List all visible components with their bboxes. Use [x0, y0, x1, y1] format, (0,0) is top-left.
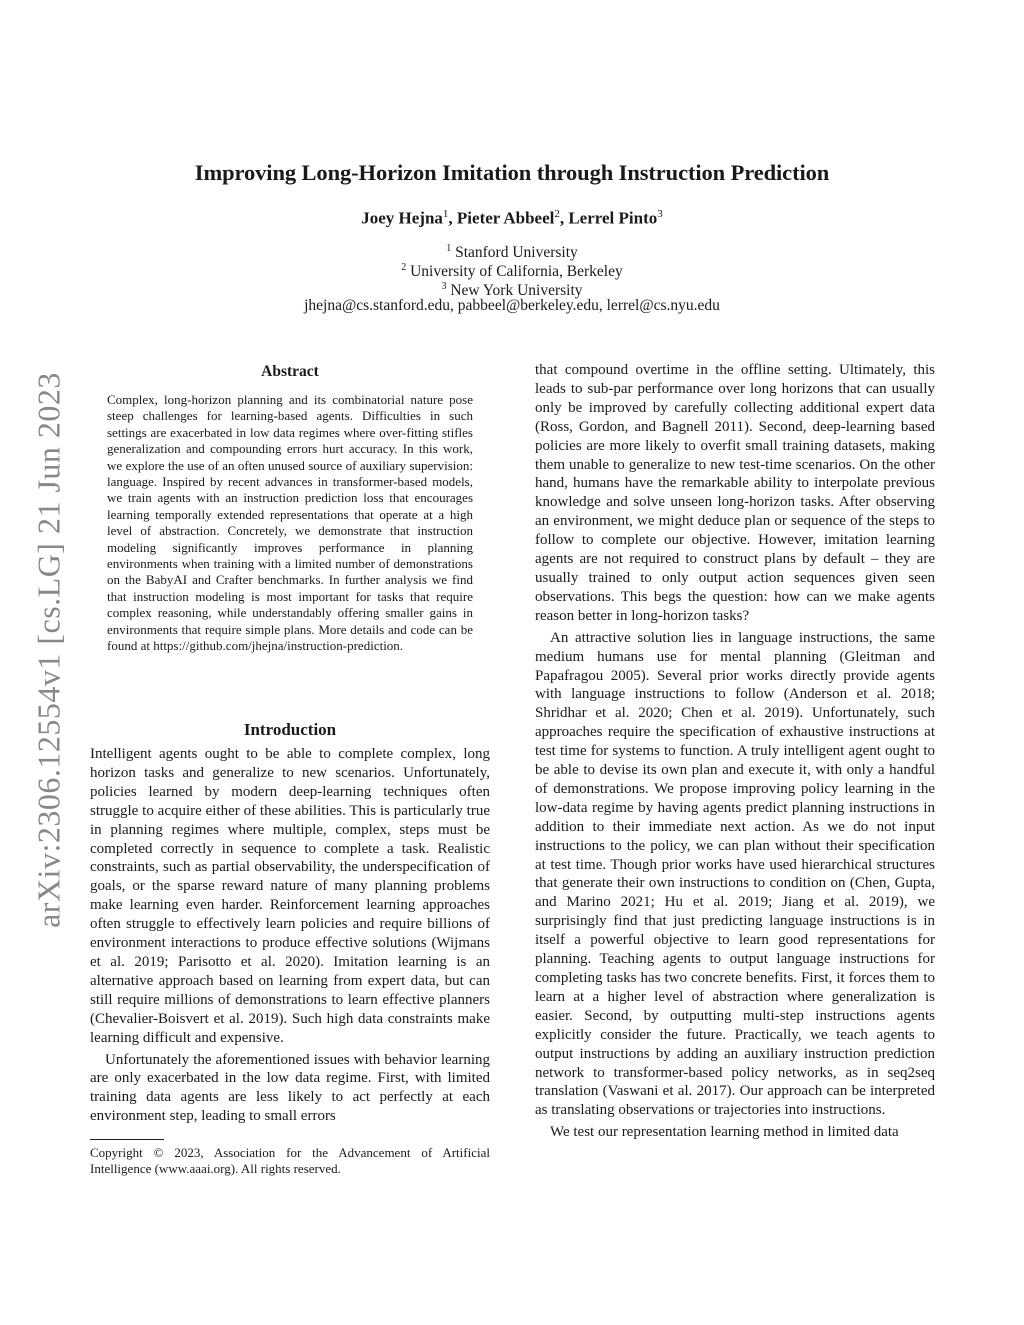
abstract-text: Complex, long-horizon planning and its combinatorial nature pose steep challenges for learning-based agents. Difficulties in such settings are exacerbated in low data regimes where over-fitting stifles generalization and compounding errors hurt accuracy. In this work, we explore the use of an often unused source of auxiliary supervision: language. Inspired by recent advances in transformer-based models, we train agents with an instruction prediction loss that encourages learning temporally extended representations that operate at a high level of abstraction. Concretely, we demonstrate that instruction modeling significantly improves performance in planning environments when training with a limited number of demonstrations on the BabyAI and Crafter benchmarks. In further analysis we find that instruction modeling is most important for tasks that require complex reasoning, while understandably offering smaller gains in environments that require simple plans. More details and code can be found at https://github.com/jhejna/instruction-prediction. [107, 392, 473, 654]
author-separator: , [559, 208, 569, 228]
affiliation-name: New York University [450, 282, 583, 300]
introduction-heading: Introduction [243, 720, 337, 739]
author-affil-mark: 1 [442, 208, 449, 220]
footnote-rule [90, 1139, 164, 1140]
affil-mark: 3 [441, 281, 447, 292]
body-paragraph: Intelligent agents ought to be able to complete complex, long horizon tasks and generalize to new scenarios. Unfortunately, policies learned by modern deep-learning techniques often struggle to acquire either of these abilities. This is particularly true in planning regimes where multiple, complex, steps must be completed correctly in sequence to complete a task. Realistic constraints, such as partial observability, the underspecification of goals, or the sparse reward nature of many planning problems make learning even harder. Reinforcement learning approaches often struggle to effectively learn policies and require billions of environment interactions to produce effective solutions (Wijmans et al. 2019; Parisotto et al. 2020). Imitation learning is an alternative approach based on learning from expert data, but can still require millions of demonstrations to learn effective planners (Chevalier-Boisvert et al. 2019). Such high data constraints make learning difficult and expensive. [90, 746, 490, 1046]
author-name: Lerrel Pinto [568, 208, 658, 228]
paper-title: Improving Long-Horizon Imitation through Instruction Prediction [194, 160, 830, 185]
author-separator: , [448, 208, 457, 228]
affil-mark: 2 [401, 262, 407, 273]
author-name: Pieter Abbeel [456, 208, 555, 228]
body-paragraph: An attractive solution lies in language instructions, the same medium humans use for mental planning (Gleitman and Papafragou 2005). Several prior works directly provide agents with language instructions to follow (Anderson et al. 2018; Shridhar et al. 2020; Chen et al. 2019). Unfortunately, such approaches require the specification of exhaustive instructions at test time for systems to function. A truly intelligent agent ought to be able to devise its own plan and execute it, with only a handful of demonstrations. We propose improving policy learning in the low-data regime by having agents predict planning instructions in addition to their immediate next action. As we do not input instructions to the policy, we can plan without their specification at test time. Though prior works have used hierarchical structures that generate their own instructions to condition on (Chen, Gupta, and Marino 2021; Hu et al. 2019; Jiang et al. 2019), we surprisingly find that just predicting language instructions is in itself a powerful objective to learn good representations for planning. Teaching agents to output language instructions for completing tasks has two concrete benefits. First, it forces them to learn at a higher level of abstraction where generalization is easier. Second, by outputting multi-step instructions agents explicitly consider the future. Practically, we teach agents to output instructions by adding an auxiliary instruction prediction network to transformer-based policy networks, as in seq2seq translation (Vaswani et al. 2017). Our approach can be interpreted as translating observations or trajectories into instructions. [535, 629, 935, 1119]
right-column-body [535, 361, 935, 1145]
author-name: Joey Hejna [361, 208, 443, 228]
abstract-heading: Abstract [261, 363, 319, 380]
affiliation-name: University of California, Berkeley [410, 263, 623, 281]
affil-mark: 1 [446, 243, 452, 254]
arxiv-stamp: arXiv:2306.12554v1 [cs.LG] 21 Jun 2023 [30, 372, 67, 928]
left-column-body [90, 745, 490, 1129]
author-list [0, 208, 1024, 229]
author-emails: jhejna@cs.stanford.edu, pabbeel@berkeley.edu, lerrel@cs.nyu.edu [304, 297, 720, 314]
body-paragraph: Unfortunately the aforementioned issues with behavior learning are only exacerbated in the low data regime. First, with limited training data agents are less likely to act perfectly at each environment step, leading to small errors [90, 1051, 490, 1125]
body-paragraph: that compound overtime in the offline setting. Ultimately, this leads to sub-par performance over long horizons that can usually only be improved by carefully collecting additional expert data (Ross, Gordon, and Bagnell 2011). Second, deep-learning based policies are more likely to overfit small training datasets, making them unable to generalize to new test-time scenarios. On the other hand, humans have the remarkable ability to interpolate previous knowledge and solve unseen long-horizon tasks. After observing an environment, we might deduce plan or sequence of the steps to follow to complete our objective. However, imitation learning agents are not required to construct plans by default – they are usually trained to only output action sequences given seen observations. This begs the question: how can we make agents reason better in long-horizon tasks? [535, 362, 935, 624]
copyright-footnote: Copyright © 2023, Association for the Advancement of Artificial Intelligence (www.aaai.org). All rights reserved. [90, 1145, 490, 1176]
body-paragraph: We test our representation learning method in limited data [550, 1124, 899, 1141]
author-affil-mark: 2 [554, 208, 560, 220]
author-affil-mark: 3 [657, 208, 663, 220]
affiliation-name: Stanford University [455, 244, 578, 262]
